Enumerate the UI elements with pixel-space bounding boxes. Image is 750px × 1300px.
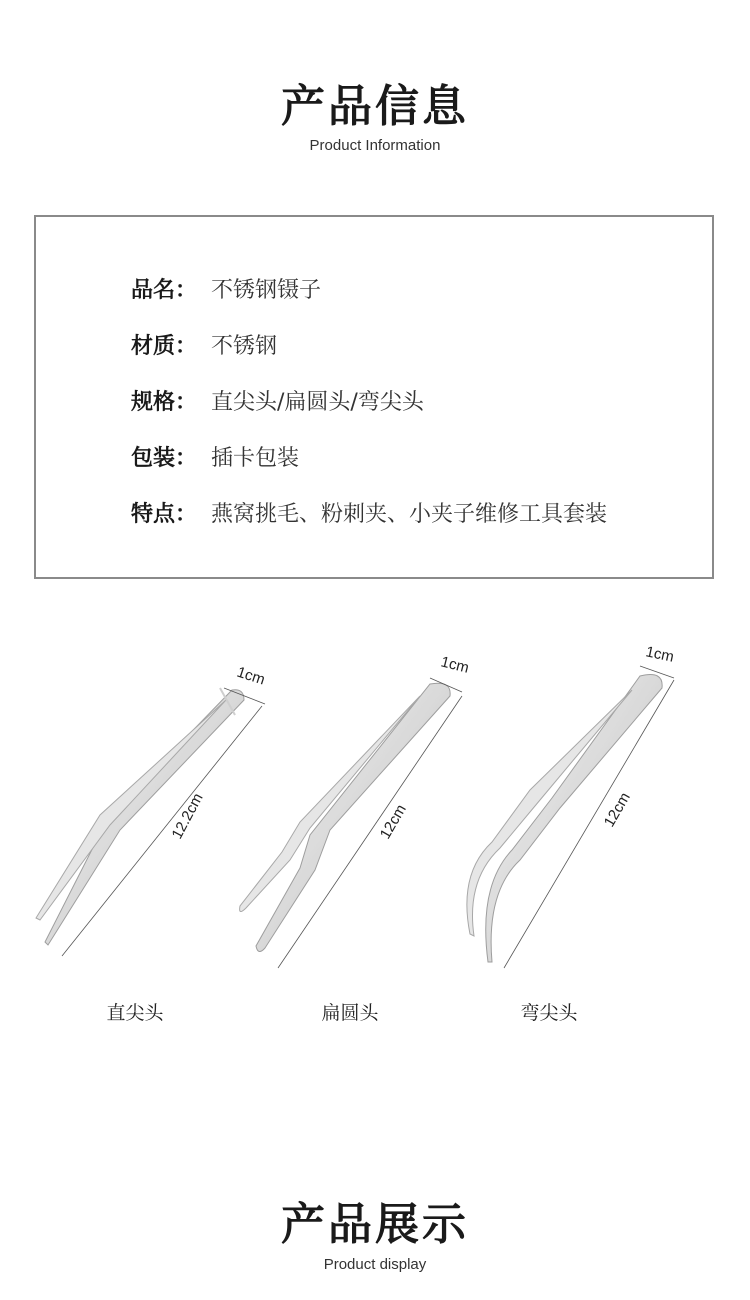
section-title-product-info: 产品信息	[281, 81, 469, 132]
product-label-straight: 直尖头	[106, 1002, 164, 1024]
tweezer-straight-pointed	[36, 664, 267, 956]
width-label: 1cm	[439, 653, 471, 677]
section-subtitle-product-display: Product display	[323, 1256, 427, 1273]
info-value: 不锈钢	[211, 334, 278, 359]
info-value: 直尖头/扁圆头/弯尖头	[211, 390, 424, 415]
tweezer-flat-round	[240, 653, 471, 968]
info-value: 燕窝挑毛、粉刺夹、小夹子维修工具套装	[211, 502, 608, 527]
width-label: 1cm	[234, 663, 267, 689]
length-label: 12cm	[376, 801, 410, 842]
width-label: 1cm	[644, 643, 676, 666]
info-label: 材质：	[131, 334, 198, 359]
product-label-flat-round: 扁圆头	[321, 1002, 379, 1024]
length-label: 12.2cm	[168, 790, 207, 842]
info-label: 包装：	[131, 446, 198, 471]
info-label: 规格：	[131, 390, 198, 415]
info-value: 不锈钢镊子	[211, 278, 322, 303]
info-label: 品名：	[131, 278, 198, 303]
info-label: 特点：	[131, 502, 198, 527]
section-subtitle-product-info: Product Information	[309, 137, 441, 154]
product-label-curved: 弯尖头	[520, 1002, 578, 1024]
length-dimension-line	[504, 680, 674, 968]
length-label: 12cm	[600, 789, 634, 830]
info-value: 插卡包装	[211, 446, 300, 471]
tweezer-curved-pointed	[467, 643, 676, 968]
section-title-product-display: 产品展示	[281, 1199, 469, 1250]
